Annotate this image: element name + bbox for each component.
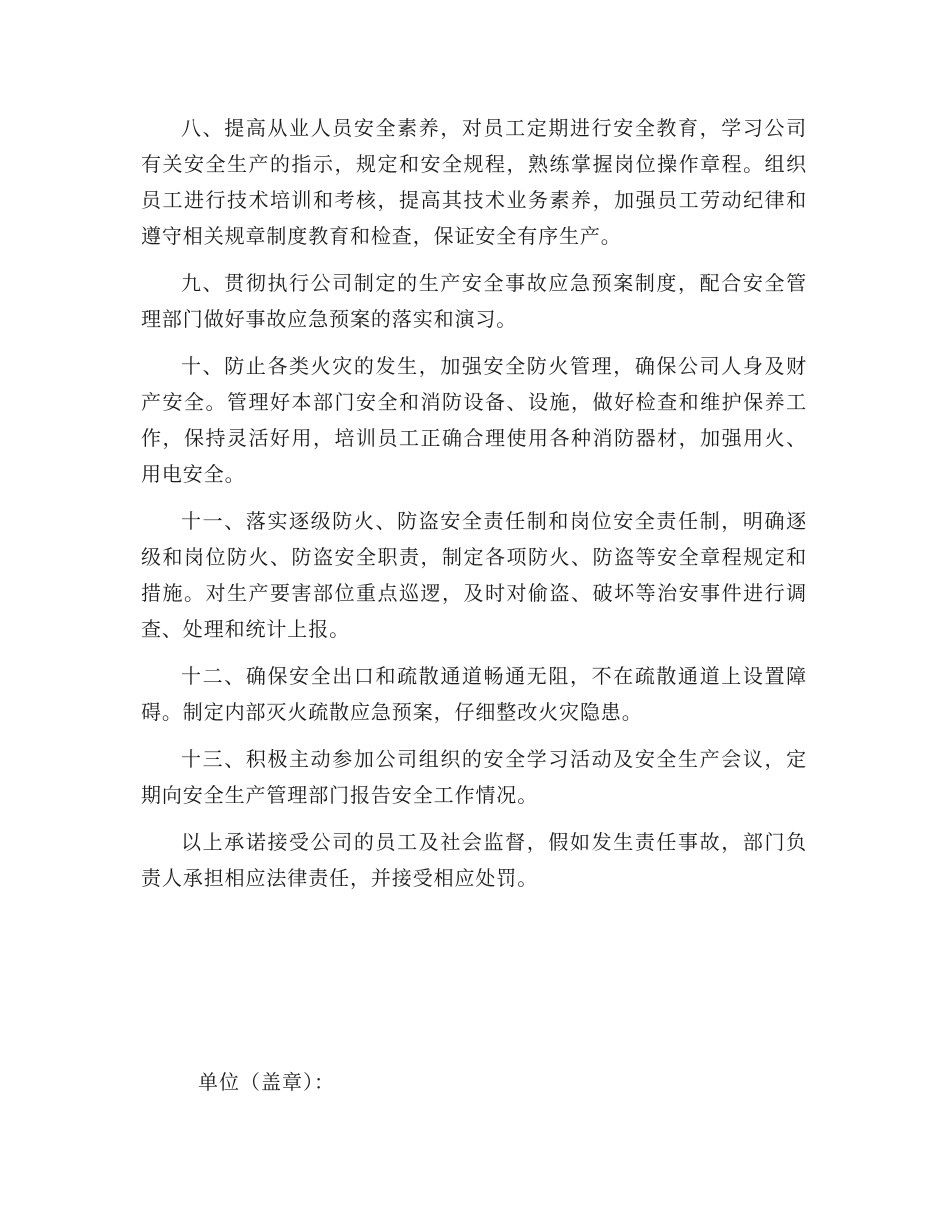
signature-label: 单位（盖章）： [198, 1070, 335, 1094]
clause-10: 十、防止各类火灾的发生，加强安全防火管理，确保公司人身及财产安全。管理好本部门安全和消防设备、设施，做好检查和维护保养工作，保持灵活好用，培训员工正确合理使用各种消防器材，加强用火、用电安全。 [141, 354, 807, 486]
clause-11: 十一、落实逐级防火、防盗安全责任制和岗位安全责任制，明确逐级和岗位防火、防盗安全职责，制定各项防火、防盗等安全章程规定和措施。对生产要害部位重点巡逻，及时对偷盗、破坏等治安事件进行调查、处理和统计上报。 [141, 509, 807, 641]
clause-12: 十二、确保安全出口和疏散通道畅通无阻，不在疏散通道上设置障碍。制定内部灭火疏散应急预案，仔细整改火灾隐患。 [141, 664, 807, 724]
closing-statement: 以上承诺接受公司的员工及社会监督，假如发生责任事故，部门负责人承担相应法律责任，并接受相应处罚。 [141, 830, 807, 890]
clause-8: 八、提高从业人员安全素养，对员工定期进行安全教育，学习公司有关安全生产的指示，规定和安全规程，熟练掌握岗位操作章程。组织员工进行技术培训和考核，提高其技术业务素养，加强员工劳动纪律和遵守相关规章制度教育和检查，保证安全有序生产。 [141, 116, 807, 248]
clause-9: 九、贯彻执行公司制定的生产安全事故应急预案制度，配合安全管理部门做好事故应急预案的落实和演习。 [141, 271, 807, 331]
clause-13: 十三、积极主动参加公司组织的安全学习活动及安全生产会议，定期向安全生产管理部门报告安全工作情况。 [141, 747, 807, 807]
document-body [141, 110, 807, 907]
